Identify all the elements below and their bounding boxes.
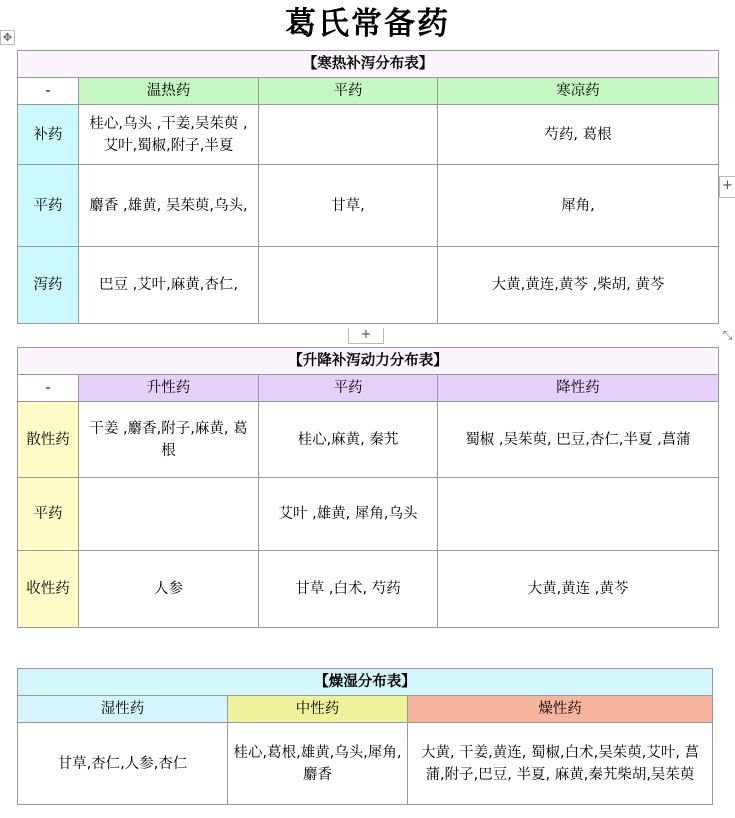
column-header: 升性药 xyxy=(79,375,259,402)
row-header: 散性药 xyxy=(18,402,79,478)
page-title: 葛氏常备药 xyxy=(285,6,450,42)
table-cell xyxy=(438,478,719,551)
column-header: 降性药 xyxy=(438,375,719,402)
table-cell: 桂心,麻黄, 秦艽 xyxy=(259,402,438,478)
column-header: 寒凉药 xyxy=(438,78,719,105)
table-cell: 麝香 ,雄黄, 吴茱萸,乌头, xyxy=(79,165,259,247)
row-header: 平药 xyxy=(18,478,79,551)
column-header: 燥性药 xyxy=(408,696,713,723)
table-cell: 艾叶 ,雄黄, 犀角,乌头 xyxy=(259,478,438,551)
table-cell: 犀角, xyxy=(438,165,719,247)
table-cell: 大黄, 干姜,黄连, 蜀椒,白术,吴茱萸,艾叶, 菖蒲,附子,巴豆, 半夏, 麻黄,秦艽柴胡,吴茱萸 xyxy=(408,723,713,805)
table-caption: 【升降补泻动力分布表】 xyxy=(18,348,719,375)
column-header: 平药 xyxy=(259,78,438,105)
row-header: 补药 xyxy=(18,105,79,165)
rise-fall-table xyxy=(17,347,719,628)
cold-heat-table xyxy=(17,50,719,324)
table-cell: 甘草, xyxy=(259,165,438,247)
table-cell xyxy=(259,247,438,324)
column-header: 平药 xyxy=(259,375,438,402)
table-cell: 人参 xyxy=(79,551,259,628)
table-cell: 大黄,黄连 ,黄芩 xyxy=(438,551,719,628)
row-header: 泻药 xyxy=(18,247,79,324)
corner-cell: - xyxy=(18,78,79,105)
dry-wet-table xyxy=(17,668,713,805)
resize-icon[interactable]: ⤡ xyxy=(722,328,733,342)
corner-cell: - xyxy=(18,375,79,402)
row-header: 平药 xyxy=(18,165,79,247)
table-cell: 桂心,葛根,雄黄,乌头,犀角,麝香 xyxy=(228,723,408,805)
table-cell: 干姜 ,麝香,附子,麻黄, 葛根 xyxy=(79,402,259,478)
table-caption: 【寒热补泻分布表】 xyxy=(18,51,719,78)
add-column-icon[interactable]: + xyxy=(719,176,735,198)
table-cell xyxy=(259,105,438,165)
table-cell: 甘草 ,白术, 芍药 xyxy=(259,551,438,628)
move-icon[interactable]: ✥ xyxy=(0,30,15,45)
add-row-icon[interactable]: + xyxy=(348,328,384,344)
table-cell: 蜀椒 ,吴茱萸, 巴豆,杏仁,半夏 ,菖蒲 xyxy=(438,402,719,478)
column-header: 湿性药 xyxy=(18,696,228,723)
table-cell: 芍药, 葛根 xyxy=(438,105,719,165)
column-header: 温热药 xyxy=(79,78,259,105)
table-cell xyxy=(79,478,259,551)
column-header: 中性药 xyxy=(228,696,408,723)
table-cell: 大黄,黄连,黄芩 ,柴胡, 黄芩 xyxy=(438,247,719,324)
table-cell: 巴豆 ,艾叶,麻黄,杏仁, xyxy=(79,247,259,324)
table-cell: 桂心,乌头 ,干姜,吴茱萸 ,艾叶,蜀椒,附子,半夏 xyxy=(79,105,259,165)
table-caption: 【燥湿分布表】 xyxy=(18,669,713,696)
row-header: 收性药 xyxy=(18,551,79,628)
table-cell: 甘草,杏仁,人参,杏仁 xyxy=(18,723,228,805)
